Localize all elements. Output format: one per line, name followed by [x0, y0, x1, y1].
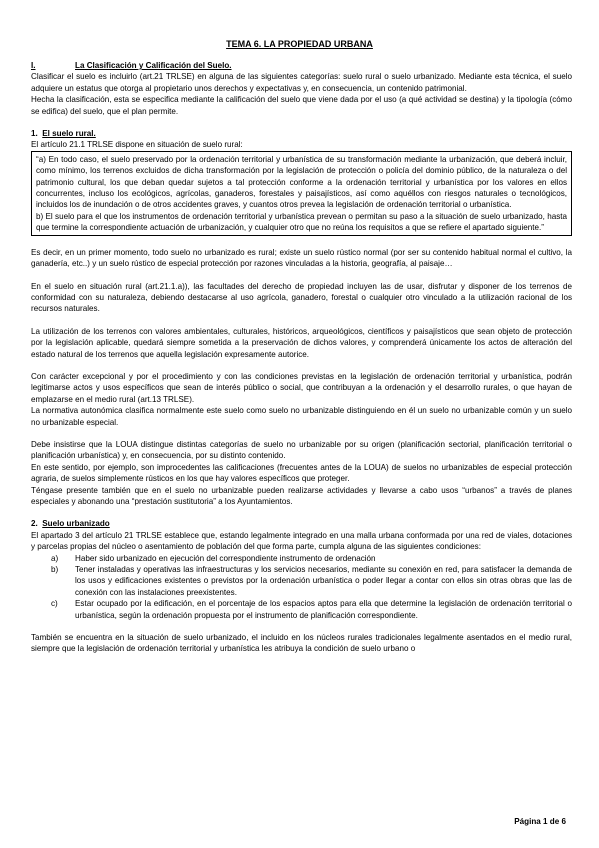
- paragraph: Debe insistirse que la LOUA distingue distintas categorías de suelo no urbanizable por su origen (planificación sectorial, planificación territorial o planificación urbanística) y, en consecuencia, por su distinto contenido.: [31, 439, 572, 461]
- document-title-text: TEMA 6. LA PROPIEDAD URBANA: [226, 39, 373, 49]
- conditions-list: [31, 553, 572, 621]
- paragraph: En el suelo en situación rural (art.21.1.a)), las facultades del derecho de propiedad incluyen las de usar, disfrutar y disponer de los terrenos de conformidad con su naturaleza, debiendo destacarse al uso agrícola, ganadero, forestal o cualquier otro vinculado a la utilización racional de los recursos naturales.: [31, 281, 572, 314]
- subsection-heading-suelo-rural: [31, 128, 572, 139]
- list-item-text: Haber sido urbanizado en ejecución del correspondiente instrumento de ordenación: [75, 553, 376, 563]
- paragraph: También se encuentra en la situación de suelo urbanizado, el incluido en los núcleos rurales tradicionales legalmente asentados en el medio rural, siempre que la legislación de ordenación territorial y urbanística les atribuya la condición de suelo urbano o: [31, 633, 572, 654]
- list-item-text: Tener instaladas y operativas las infraestructuras y los servicios necesarios, mediante su conexión en red, para satisfacer la demanda de los usos y edificaciones existentes o previstos por la ordenación urbanística o poder llegar a contar con ellos sin otras obras que las de conexión con las instalaciones preexistentes.: [75, 565, 572, 597]
- page-number: Página 1 de 6: [514, 817, 566, 826]
- list-item: [31, 553, 572, 564]
- subsection-number: 2.: [31, 519, 38, 529]
- subsection-title: El suelo rural.: [42, 129, 96, 139]
- paragraph: El artículo 21.1 TRLSE dispone en situación de suelo rural:: [31, 140, 243, 150]
- list-item: [31, 564, 572, 598]
- list-item-label: a): [51, 553, 59, 563]
- list-item-label: c): [51, 599, 58, 609]
- section-number: I.: [31, 61, 36, 70]
- paragraph: La utilización de los terrenos con valores ambientales, culturales, históricos, arqueológicos, científicos y paisajísticos que sean objeto de protección por la legislación aplicable, quedará siempre sometida a la preservación de dichos valores, y comprenderá únicamente los actos de alteración del estado natural de los terrenos que aquella legislación expresamente autorice.: [31, 326, 572, 359]
- list-item: [31, 598, 572, 621]
- paragraph: Es decir, en un primer momento, todo suelo no urbanizado es rural; existe un suelo rústico normal (por ser su contenido habitual normal el cultivo, la ganadería, etc..) y un suelo rústico de especial protección por razones vinculadas a la historia, geografía, al paisaje…: [31, 247, 572, 269]
- paragraph: La normativa autonómica clasifica normalmente este suelo como suelo no urbanizable distinguiendo en él un suelo no urbanizable común y un suelo no urbanizable especial.: [31, 406, 572, 427]
- quote-box: [31, 151, 572, 236]
- list-item-label: b): [51, 565, 59, 575]
- paragraph: Con carácter excepcional y por el procedimiento y con las condiciones previstas en la legislación de ordenación territorial y urbanística, podrán legitimarse actos y usos específicos que sean de interés público o social, que contribuyan a la ordenación y el desarrollo rurales, o que hayan de emplazarse en el medio rural (art.13 TRLSE).: [31, 371, 572, 404]
- quote-paragraph-b: b) El suelo para el que los instrumentos de ordenación territorial y urbanística prevean o permitan su paso a la situación de suelo urbanizado, hasta que termine la correspondiente actuación de urbanización, y cualquier otro que no reúna los requisitos a que se refiere el apartado siguiente.”: [36, 211, 567, 233]
- document-body: [31, 60, 572, 655]
- paragraph: Téngase presente también que en el suelo no urbanizable pueden realizarse actividades y llevarse a cabo usos “urbanos” a través de planes especiales y abonando una “prestación sustitutoria” a los Ayuntamientos.: [31, 485, 572, 506]
- paragraph: En este sentido, por ejemplo, son improcedentes las calificaciones (frecuentes antes de la LOUA) de suelos no urbanizables de especial protección agraria, de suelos simplemente rústicos en los que hay valores específicos que proteger.: [31, 462, 572, 484]
- paragraph: El apartado 3 del artículo 21 TRLSE establece que, estando legalmente integrado en una malla urbana conformada por una red de viales, dotaciones y parcelas propias del núcleo o asentamiento de población del que forma parte, cumpla alguna de las siguientes condiciones:: [31, 530, 572, 552]
- subsection-heading-suelo-urbanizado: [31, 518, 572, 529]
- paragraph: Hecha la clasificación, esta se especifica mediante la calificación del suelo que viene dada por el uso (a qué actividad se destina) y la tipología (cómo se edifica) del suelo, que el plan permite.: [31, 95, 572, 116]
- section-title: La Clasificación y Calificación del Suelo.: [75, 61, 232, 70]
- section-heading-clasificacion: [31, 60, 572, 71]
- paragraph: Clasificar el suelo es incluirlo (art.21 TRLSE) en alguna de las siguientes categorías: suelo rural o suelo urbanizado. Mediante esta técnica, el suelo adquiere un estatus que otorga al propietario unos derechos y expectativas y, en consecuencia, un contenido patrimonial.: [31, 72, 572, 93]
- subsection-number: 1.: [31, 129, 38, 139]
- document-title: [0, 39, 599, 49]
- subsection-title: Suelo urbanizado: [42, 519, 110, 529]
- list-item-text: Estar ocupado por la edificación, en el porcentaje de los espacios aptos para ella que determine la legislación de ordenación territorial o urbanística, según la ordenación propuesta por el instrumento de planificación correspondiente.: [75, 599, 572, 620]
- quote-paragraph-a: “a) En todo caso, el suelo preservado por la ordenación territorial y urbanística de su transformación mediante la urbanización, que deberá incluir, como mínimo, los terrenos excluidos de dicha transformación por la legislación de protección o policía del dominio público, de la naturaleza o del patrimonio cultural, los que deban quedar sujetos a tal protección conforme a la ordenación territorial y urbanística por los valores en ellos concurrentes, incluso los ecológicos, agrícolas, ganaderos, forestales y paisajísticos, así como aquéllos con riesgos naturales o tecnológicos, incluidos los de inundación o de otros accidentes graves, y cuantos otros prevea la legislación de ordenación territorial o urbanística.: [36, 154, 567, 210]
